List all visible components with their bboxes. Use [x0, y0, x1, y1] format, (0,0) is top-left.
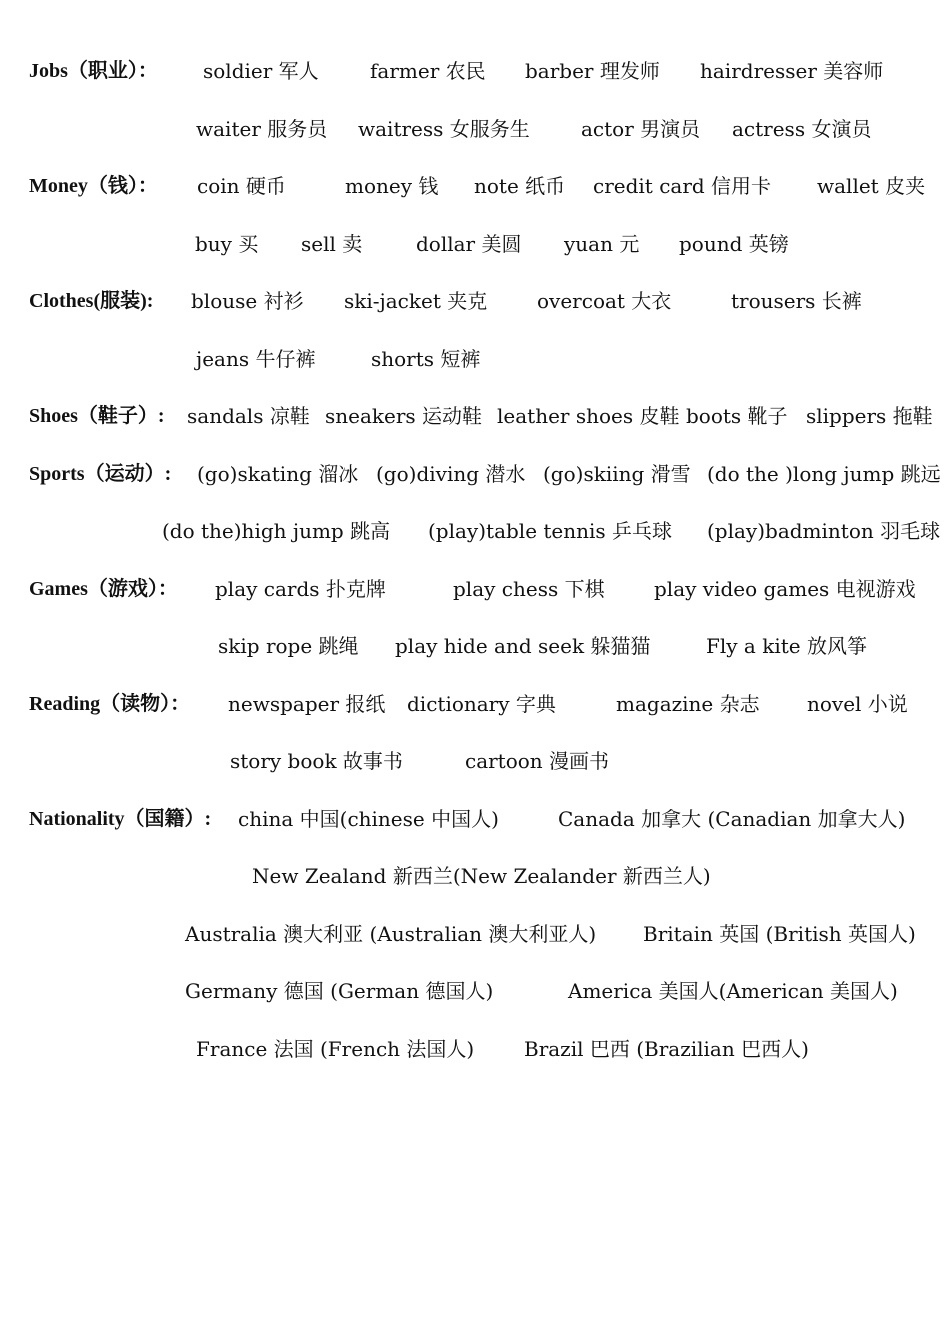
vocab-item: Britain 英国 (British 英国人) [643, 922, 916, 946]
category-label-reading: Reading（读物）： [29, 693, 191, 715]
vocab-item: slippers 拖鞋 [806, 404, 933, 428]
vocab-item: money 钱 [345, 174, 439, 198]
vocab-item: overcoat 大衣 [537, 289, 672, 313]
vocab-item: Australia 澳大利亚 (Australian 澳大利亚人) [185, 922, 597, 946]
vocab-item: farmer 农民 [370, 59, 486, 83]
vocab-item: newspaper 报纸 [228, 692, 386, 716]
vocab-item: trousers 长裤 [731, 289, 862, 313]
vocab-item: sandals 凉鞋 [187, 404, 310, 428]
vocab-item: buy 买 [195, 232, 259, 256]
vocab-item: boots 靴子 [686, 404, 788, 428]
vocab-item: sell 卖 [301, 232, 363, 256]
category-label-jobs: Jobs（职业）： [29, 60, 158, 82]
vocab-item: jeans 牛仔裤 [196, 347, 316, 371]
vocab-item: New Zealand 新西兰(New Zealander 新西兰人) [252, 864, 711, 888]
vocab-item: actor 男演员 [581, 117, 701, 141]
vocab-item: actress 女演员 [732, 117, 872, 141]
vocab-item: play chess 下棋 [453, 577, 605, 601]
category-label-sports: Sports（运动）: [29, 463, 172, 485]
vocab-item: Brazil 巴西 (Brazilian 巴西人) [524, 1037, 809, 1061]
vocab-item: Canada 加拿大 (Canadian 加拿大人) [558, 807, 906, 831]
vocab-item: magazine 杂志 [616, 692, 760, 716]
vocab-item: waiter 服务员 [196, 117, 328, 141]
vocab-item: America 美国人(American 美国人) [568, 979, 898, 1003]
vocab-item: soldier 军人 [203, 59, 319, 83]
vocab-item: yuan 元 [564, 232, 640, 256]
vocab-item: (go)skating 溜冰 [197, 462, 359, 486]
vocab-item: (play)table tennis 乒乓球 [428, 519, 673, 543]
vocab-item: France 法国 (French 法国人) [196, 1037, 475, 1061]
vocab-item: Germany 德国 (German 德国人) [185, 979, 494, 1003]
vocab-item: dollar 美圆 [416, 232, 522, 256]
category-label-nationality: Nationality（国籍）: [29, 808, 212, 830]
vocab-item: barber 理发师 [525, 59, 660, 83]
vocab-item: ski-jacket 夹克 [344, 289, 488, 313]
vocab-item: (go)skiing 滑雪 [543, 462, 691, 486]
vocab-item: shorts 短裤 [371, 347, 481, 371]
vocab-item: sneakers 运动鞋 [325, 404, 483, 428]
vocab-item: skip rope 跳绳 [218, 634, 359, 658]
vocab-item: pound 英镑 [679, 232, 789, 256]
vocab-item: wallet 皮夹 [817, 174, 926, 198]
vocab-item: credit card 信用卡 [593, 174, 772, 198]
vocab-item: note 纸币 [474, 174, 566, 198]
vocab-item: (do the)high jump 跳高 [162, 519, 391, 543]
vocab-item: play video games 电视游戏 [654, 577, 916, 601]
vocab-item: waitress 女服务生 [358, 117, 530, 141]
vocab-item: (go)diving 潜水 [376, 462, 526, 486]
vocab-item: china 中国(chinese 中国人) [238, 807, 499, 831]
category-label-money: Money（钱）： [29, 175, 158, 197]
category-label-shoes: Shoes（鞋子）: [29, 405, 165, 427]
vocab-item: Fly a kite 放风筝 [706, 634, 867, 658]
vocab-item: coin 硬币 [197, 174, 286, 198]
vocab-item: dictionary 字典 [407, 692, 556, 716]
category-label-clothes: Clothes(服装): [29, 290, 154, 312]
vocab-item: leather shoes 皮鞋 [497, 404, 680, 428]
vocab-item: (play)badminton 羽毛球 [707, 519, 941, 543]
vocab-item: play cards 扑克牌 [215, 577, 386, 601]
vocab-item: play hide and seek 躲猫猫 [395, 634, 651, 658]
vocab-item: (do the )long jump 跳远 [707, 462, 941, 486]
category-label-games: Games（游戏）： [29, 578, 178, 600]
vocab-item: novel 小说 [807, 692, 908, 716]
vocab-item: hairdresser 美容师 [700, 59, 884, 83]
vocab-item: cartoon 漫画书 [465, 749, 610, 773]
vocab-item: blouse 衬衫 [191, 289, 304, 313]
vocab-item: story book 故事书 [230, 749, 403, 773]
